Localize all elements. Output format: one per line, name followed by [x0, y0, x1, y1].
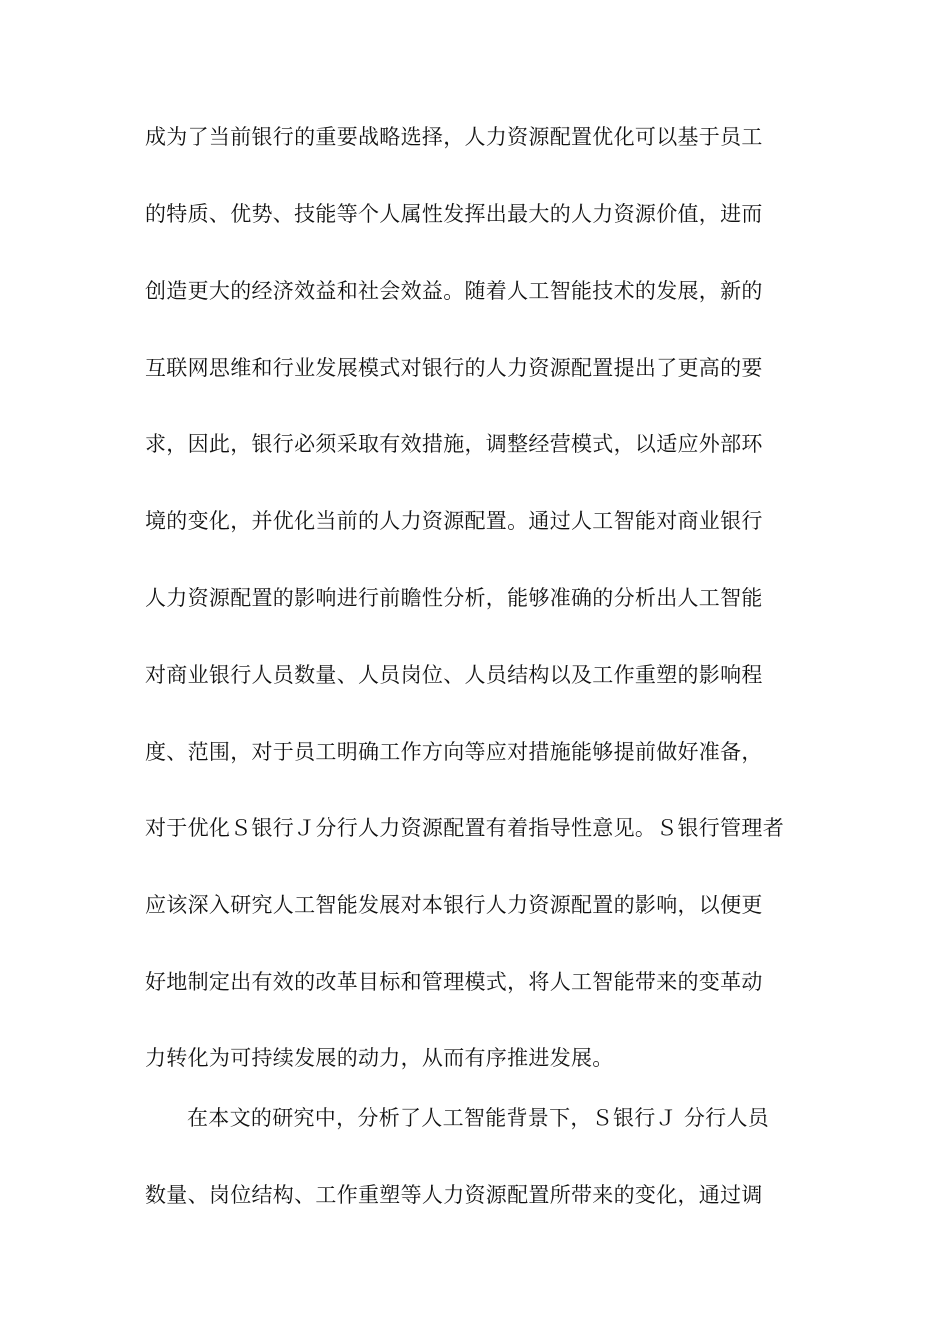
text-line: 人力资源配置的影响进行前瞻性分析，能够准确的分析出人工智能	[145, 586, 763, 610]
text-line: 对商业银行人员数量、人员岗位、人员结构以及工作重塑的影响程	[145, 663, 763, 687]
text-line: 成为了当前银行的重要战略选择，人力资源配置优化可以基于员工	[145, 125, 763, 149]
text-line: 在本文的研究中，分析了人工智能背景下，Ｓ银行Ｊ 分行人员	[187, 1106, 770, 1130]
text-line: 力转化为可持续发展的动力，从而有序推进发展。	[145, 1046, 614, 1070]
text-line: 境的变化，并优化当前的人力资源配置。通过人工智能对商业银行	[145, 509, 763, 533]
text-line: 创造更大的经济效益和社会效益。随着人工智能技术的发展，新的	[145, 279, 763, 303]
text-line: 求，因此，银行必须采取有效措施，调整经营模式，以适应外部环	[145, 432, 763, 456]
text-line: 数量、岗位结构、工作重塑等人力资源配置所带来的变化，通过调	[145, 1183, 763, 1207]
text-line: 的特质、优势、技能等个人属性发挥出最大的人力资源价值，进而	[145, 202, 763, 226]
text-line: 互联网思维和行业发展模式对银行的人力资源配置提出了更高的要	[145, 356, 763, 380]
text-line: 对于优化Ｓ银行Ｊ分行人力资源配置有着指导性意见。Ｓ银行管理者	[145, 816, 784, 840]
text-line: 好地制定出有效的改革目标和管理模式，将人工智能带来的变革动	[145, 970, 763, 994]
text-line: 度、范围，对于员工明确工作方向等应对措施能够提前做好准备，	[145, 740, 763, 764]
text-line: 应该深入研究人工智能发展对本银行人力资源配置的影响，以便更	[145, 893, 763, 917]
